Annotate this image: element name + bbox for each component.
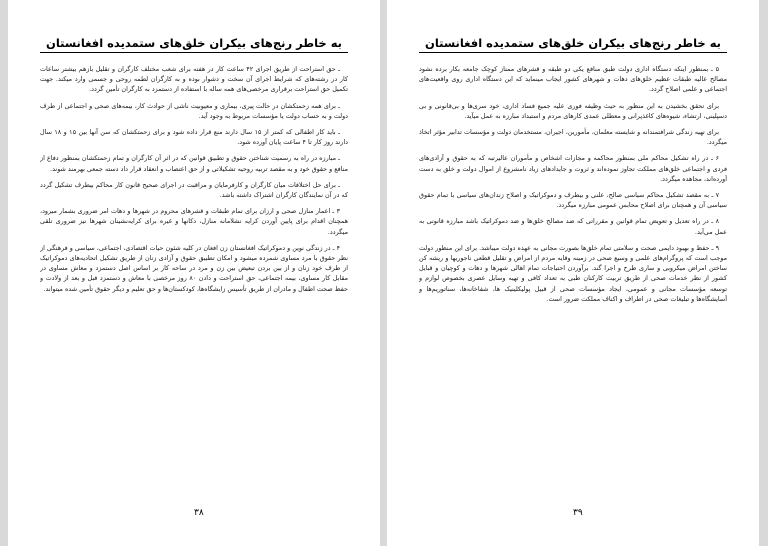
- left-page-header: به خاطر رنج‌های بیکران خلق‌های ستمدیده افغانستان: [40, 34, 348, 53]
- right-paragraph: ۸ ـ در راه تعدیل و تعویض تمام قوانین و مقرراتی که ضد مصالح خلق‌ها و ضد دموکراتیک باشد مبارزه قانونی به عمل می‌آید.: [419, 217, 727, 236]
- right-paragraph: ۶ ـ در راه تشکیل محاکم ملی بمنظور محاکمه و مجازات اشخاص و مأموران عالیرتبه که به حقوق و آزادی‌های فردی و اجتماعی خلق‌های مملکت تجاوز نموده‌اند و ثروت و جایداد‌های زیاد نامشروع از اموال دولت و خلق به دست آورده‌اند، مجاهده میگردد.: [419, 154, 727, 183]
- right-paragraph: ۹ ـ حفظ و بهبود دایمی صحت و سلامتی تمام خلق‌ها بصورت مجانی به عهده دولت میباشد. برای این منظور دولت موجب است که پروگرام‌های علمی و وسیع صحی در زمینه وقایه مردم از امراض و تقلیل قطعی ناجوریها و ریشه کن ساختن امراض میکروبی و ساری طرح و اجرا گند. برآوردن احتیاجات تمام اهالی شهرها و دهات و کوچیان و قبایل کشور از نظر خدمات صحی از طریق تربیت کارکنان طبی به تعداد کافی و تهیه وسایل عصری بخصوص لوازم و توسعه مؤسسات مجانی و عمومی، ایجاد مؤسسات صحی از قبیل پولیکلینیک ها، شفاخانه‌ها، سناتوریم‌ها و آسایشگاه‌ها و تبلیغات صحی در اطراف و اکناف مملکت ضرور است.: [419, 243, 727, 303]
- left-paragraph: ـ برای حل اختلافات میان کارگران و کارفرمایان و مراقبت در اجرای صحیح قانون کار محاکم بیطرف تشکیل گردد که در آن نمایندگان کارگران اشتراک داشته باشد.: [40, 180, 348, 200]
- right-page: [387, 0, 759, 546]
- right-page-body: [419, 64, 727, 496]
- right-paragraph: ۵ ـ بمنظور اینکه دستگاه اداری دولت طبق منافع یکی دو طبقه و قشرهای ممتاز کوچک جامعه بکار برده نشود مصالح عالیه طبقات عظیم خلق‌های دهات و شهرهای کشور ایجاب مینماید که این دستگاه اداری روی واقعیت‌های اجتماعی و علمی اصلاح گردد.: [419, 65, 727, 94]
- left-page-number: ۳۸: [194, 508, 204, 518]
- right-paragraph: برای تهیه زندگی شرافتمندانه و شایسته معلمان، مأمورین، اجیران، مستخدمان دولت و مؤسسات تدابیر مؤثر اتخاذ میگردد.: [419, 128, 727, 147]
- left-page-body: [40, 64, 348, 496]
- right-paragraph: ۷ ـ به مقصد تشکیل محاکم سیاسی صالح، علنی و بیطرف و دموکراتیک و اصلاح زندان‌های سیاسی با تمام حقوق سیاسی آن و همچنان برای اصلاح محابس عمومی مبارزه میگردد.: [419, 191, 727, 210]
- right-page-number: ۳۹: [573, 508, 583, 518]
- right-paragraph: برای تحقق بخشیدن به این منظور به حیث وظیفه فوری علیه جمیع فساد اداری، خود سری‌ها و بی‌قانونی و بی دسپلینی، ارتشاء، شیوه‌های کاغذپرانی و معطلی عمدی کارهای مردم و استبداد مبارزه به عمل میآید.: [419, 101, 727, 120]
- left-paragraph: ـ حق استراحت از طریق اجرای ۴۲ ساعت کار در هفته برای شعب مختلف کارگران و تقلیل بازهم بیشتر ساعات کار در رشته‌های که شرایط اجرای آن سخت و دشوار بوده و به کارگران لطمه روحی و جسمی وارد میکند. جهت تکمیل حق استراحت برقراری مرخصی‌های همه ساله با استفاده از دستمزد به کارگران تأمین گردد.: [40, 65, 348, 94]
- left-paragraph: ـ باید کار اطفالی که کمتر از ۱۵ سال دارند منع قرار داده شود و برای زحمتکشان که سن آنها بین ۱۵ و ۱۸ سال دارند روز کار تا ۴ ساعت پایان آورده شود.: [40, 128, 348, 147]
- left-paragraph: ـ برای همه زحمتکشان در حالت پیری، بیماری و معیوبیت ناشی از حوادث کار، بیمه‌های صحی و اجتماعی از طرف دولت و به حساب دولت یا مؤسسات مربوط به وجود آید.: [40, 101, 348, 120]
- right-page-header: به خاطر رنج‌های بیکران خلق‌های ستمدیده افغانستان: [419, 34, 727, 53]
- left-paragraph: ۳ ـ اعمار منازل صحی و ارزان برای تمام طبقات و قشرهای محروم در شهرها و دهات امر ضروری بشمار میرود، همچنان اقدام برای پایین آوردن کرایه نشلامانه منازل، دکانها و غیره برای کرایه‌نشینان شهرها نیز ضروری تلقی میگردد.: [40, 207, 348, 236]
- left-paragraph: ۴ ـ در زندگی نوین و دموکراتیک افغانستان زن افغان در کلیه شئون حیات اقتصادی، اجتماعی، سیاسی و فرهنگی از نظر حقوق با مرد مساوی شمرده میشود و امکان تطبیق حقوق و آزادی زنان از طریق تشکیل اتحادیه‌های دموکراتیک از طرف خود زنان و از بین بردن تبعیض بین زن و مرد در ساحه کار بر اساس اصل دستمزد و معاش مساوی در مقابل کار مساوی، بیمه اجتماعی، حق استراحت و دادن ۸۰ روز مرخصی با معاش و دستمزد قبل و بعد از ولادت و حفظ صحت اطفال و مادران از طریق تأسیس زایشگاه‌ها، کودکستان‌ها و حق تعلیم و دیگر حقوق تأمین شده میتواند.: [40, 243, 348, 293]
- left-page: [8, 0, 380, 546]
- left-paragraph: ـ مبارزه در راه به رسمیت شناختن حقوق و تطبیق قوانین که در اثر آن کارگران و تمام زحمتکشان بمنظور دفاع از منافع و حقوق خود و به مقصد تربیه روحیه تشکیلاتی و از حق اعتصاب و انعقاد قرار داد دسته جمعی بهرمند شوند.: [40, 154, 348, 173]
